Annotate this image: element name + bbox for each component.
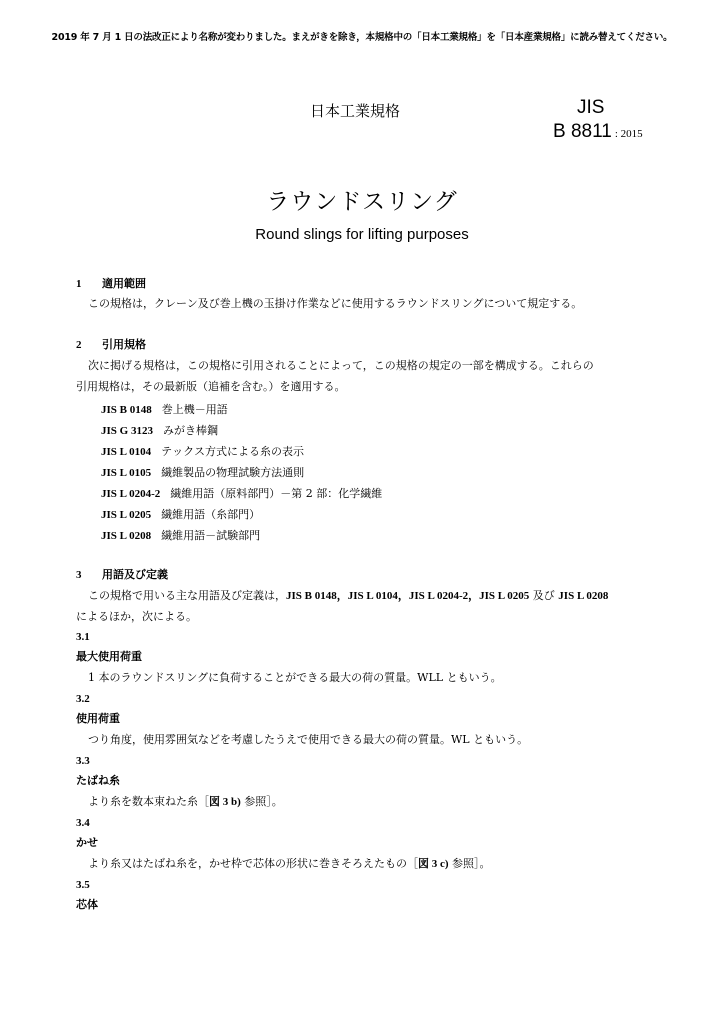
ref-title: みがき棒鋼	[162, 424, 218, 437]
ref-item	[101, 506, 260, 522]
ref-item	[101, 485, 382, 501]
section-2-number: 2	[76, 339, 82, 351]
section-3-title: 用語及び定義	[102, 568, 168, 581]
term-number: 3.2	[76, 693, 90, 705]
term-name: かせ	[76, 836, 98, 849]
term-definition: 1 本のラウンドスリングに負荷することができる最大の荷の質量。WLL ともいう。	[88, 671, 502, 684]
section-3-intro-and: 及び	[529, 589, 559, 602]
section-1-body: この規格は，クレーン及び巻上機の玉掛け作業などに使用するラウンドスリングについて規定する。	[88, 297, 583, 310]
ref-code: JIS B 0148	[101, 404, 152, 416]
section-2-body-line1: 次に掲げる規格は，この規格に引用されることによって，この規格の規定の一部を構成する。これらの	[88, 359, 594, 372]
section-3-number: 3	[76, 569, 82, 581]
term-definition-text: より糸を数本束ねた糸［	[88, 795, 209, 808]
term-definition	[88, 795, 283, 809]
jis-label: JIS	[577, 97, 605, 118]
term-definition-text: より糸又はたばね糸を，かせ枠で芯体の形状に巻きそろえたもの［	[88, 857, 418, 870]
term-number: 3.5	[76, 879, 90, 891]
title-english: Round slings for lifting purposes	[255, 226, 469, 243]
ref-code: JIS L 0204-2	[101, 488, 161, 500]
section-3-intro-codes: JIS B 0148，JIS L 0104，JIS L 0204-2，JIS L 0205	[286, 590, 530, 602]
section-3-intro-code-last: JIS L 0208	[558, 590, 609, 602]
section-3-intro	[88, 589, 608, 603]
ref-code: JIS L 0205	[101, 509, 152, 521]
standard-number-code: B 8811	[553, 121, 612, 142]
ref-code: JIS L 0208	[101, 530, 152, 542]
term-name: 芯体	[76, 898, 98, 911]
term-number: 3.3	[76, 755, 90, 767]
term-definition	[88, 857, 491, 871]
section-2-title: 引用規格	[102, 338, 146, 351]
term-name: 使用荷重	[76, 712, 120, 725]
section-1-number: 1	[76, 278, 82, 290]
standard-number	[553, 121, 643, 143]
ref-title: 巻上機－用語	[161, 403, 228, 416]
term-number: 3.4	[76, 817, 90, 829]
ref-code: JIS G 3123	[101, 425, 153, 437]
term-definition-tail: 参照］。	[240, 795, 283, 808]
ref-item	[101, 422, 218, 438]
figure-reference: 図 3 b)	[209, 796, 241, 808]
standard-year: : 2015	[614, 128, 643, 140]
term-definition-tail: 参照］。	[448, 857, 491, 870]
figure-reference: 図 3 c)	[418, 858, 449, 870]
term-name: たばね糸	[76, 774, 120, 787]
standard-type: 日本工業規格	[310, 102, 401, 120]
term-name: 最大使用荷重	[76, 650, 142, 663]
section-1-heading	[76, 277, 146, 291]
ref-item	[101, 401, 228, 417]
section-3-heading	[76, 568, 168, 582]
ref-code: JIS L 0105	[101, 467, 152, 479]
ref-code: JIS L 0104	[101, 446, 152, 458]
ref-title: 繊維用語（糸部門）	[161, 508, 261, 521]
ref-title: 繊維製品の物理試験方法通則	[161, 466, 305, 479]
ref-title: テックス方式による糸の表示	[161, 445, 305, 458]
section-2-body-line2: 引用規格は，その最新版（追補を含む。）を適用する。	[76, 380, 346, 393]
ref-title: 繊維用語－試験部門	[161, 529, 261, 542]
ref-item	[101, 527, 260, 543]
section-3-intro-text: この規格で用いる主な用語及び定義は，	[88, 589, 286, 602]
section-3-intro-line2: によるほか，次による。	[76, 610, 197, 623]
term-definition: つり角度，使用雰囲気などを考慮したうえで使用できる最大の荷の質量。WL ともいう。	[88, 733, 529, 746]
ref-item	[101, 443, 304, 459]
section-1-title: 適用範囲	[102, 277, 146, 290]
ref-item	[101, 464, 304, 480]
section-2-heading	[76, 338, 146, 352]
law-change-notice: 2019 年 7 月 1 日の法改正により名称が変わりました。まえがきを除き，本規格中の「日本工業規格」を「日本産業規格」に読み替えてください。	[51, 32, 673, 43]
title-japanese: ラウンドスリング	[266, 189, 458, 215]
term-number: 3.1	[76, 631, 90, 643]
ref-title: 繊維用語（原料部門）－第 2 部：化学繊維	[170, 487, 383, 500]
